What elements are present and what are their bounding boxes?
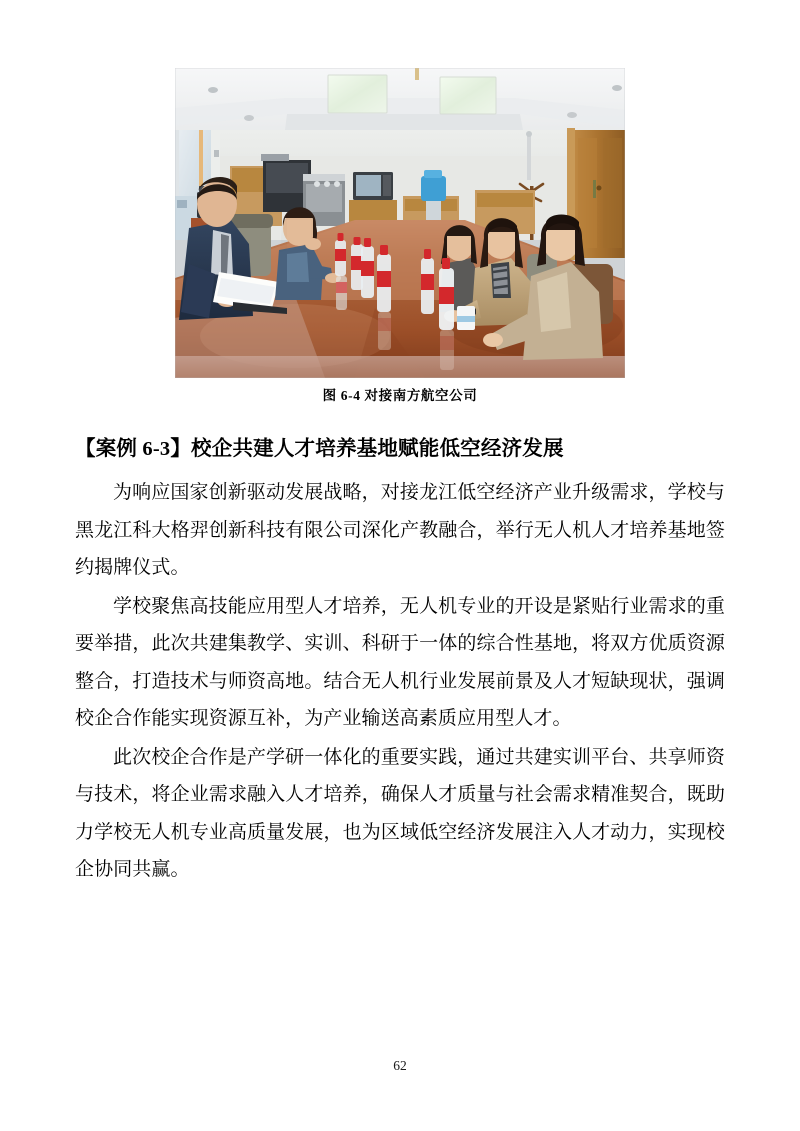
paragraph-2: 学校聚焦高技能应用型人才培养，无人机专业的开设是紧贴行业需求的重要举措，此次共建集教学、实训、科研于一体的综合性基地，将双方优质资源整合，打造技术与师资高地。结合无人机行业发展前景及人才短缺现状，强调校企合作能实现资源互补，为产业输送高素质应用型人才。 (75, 595, 725, 729)
figure-caption: 图 6-4 对接南方航空公司 (322, 388, 478, 403)
meeting-photo-graphic (175, 68, 625, 378)
case-heading: 【案例 6-3】校企共建人才培养基地赋能低空经济发展 (75, 438, 564, 460)
paragraph-3: 此次校企合作是产学研一体化的重要实践，通过共建实训平台、共享师资与技术，将企业需求融入人才培养，确保人才质量与社会需求精准契合，既助力学校无人机专业高质量发展，也为区域低空经济发展注入人才动力，实现校企协同共赢。 (75, 746, 725, 880)
meeting-photo (175, 68, 625, 378)
body-text (75, 432, 725, 890)
paragraph-1: 为响应国家创新驱动发展战略，对接龙江低空经济产业升级需求，学校与黑龙江科大格羿创新科技有限公司深化产教融合，举行无人机人才培养基地签约揭牌仪式。 (75, 482, 725, 578)
page-number: 62 (393, 1058, 407, 1073)
figure-block (75, 68, 725, 405)
